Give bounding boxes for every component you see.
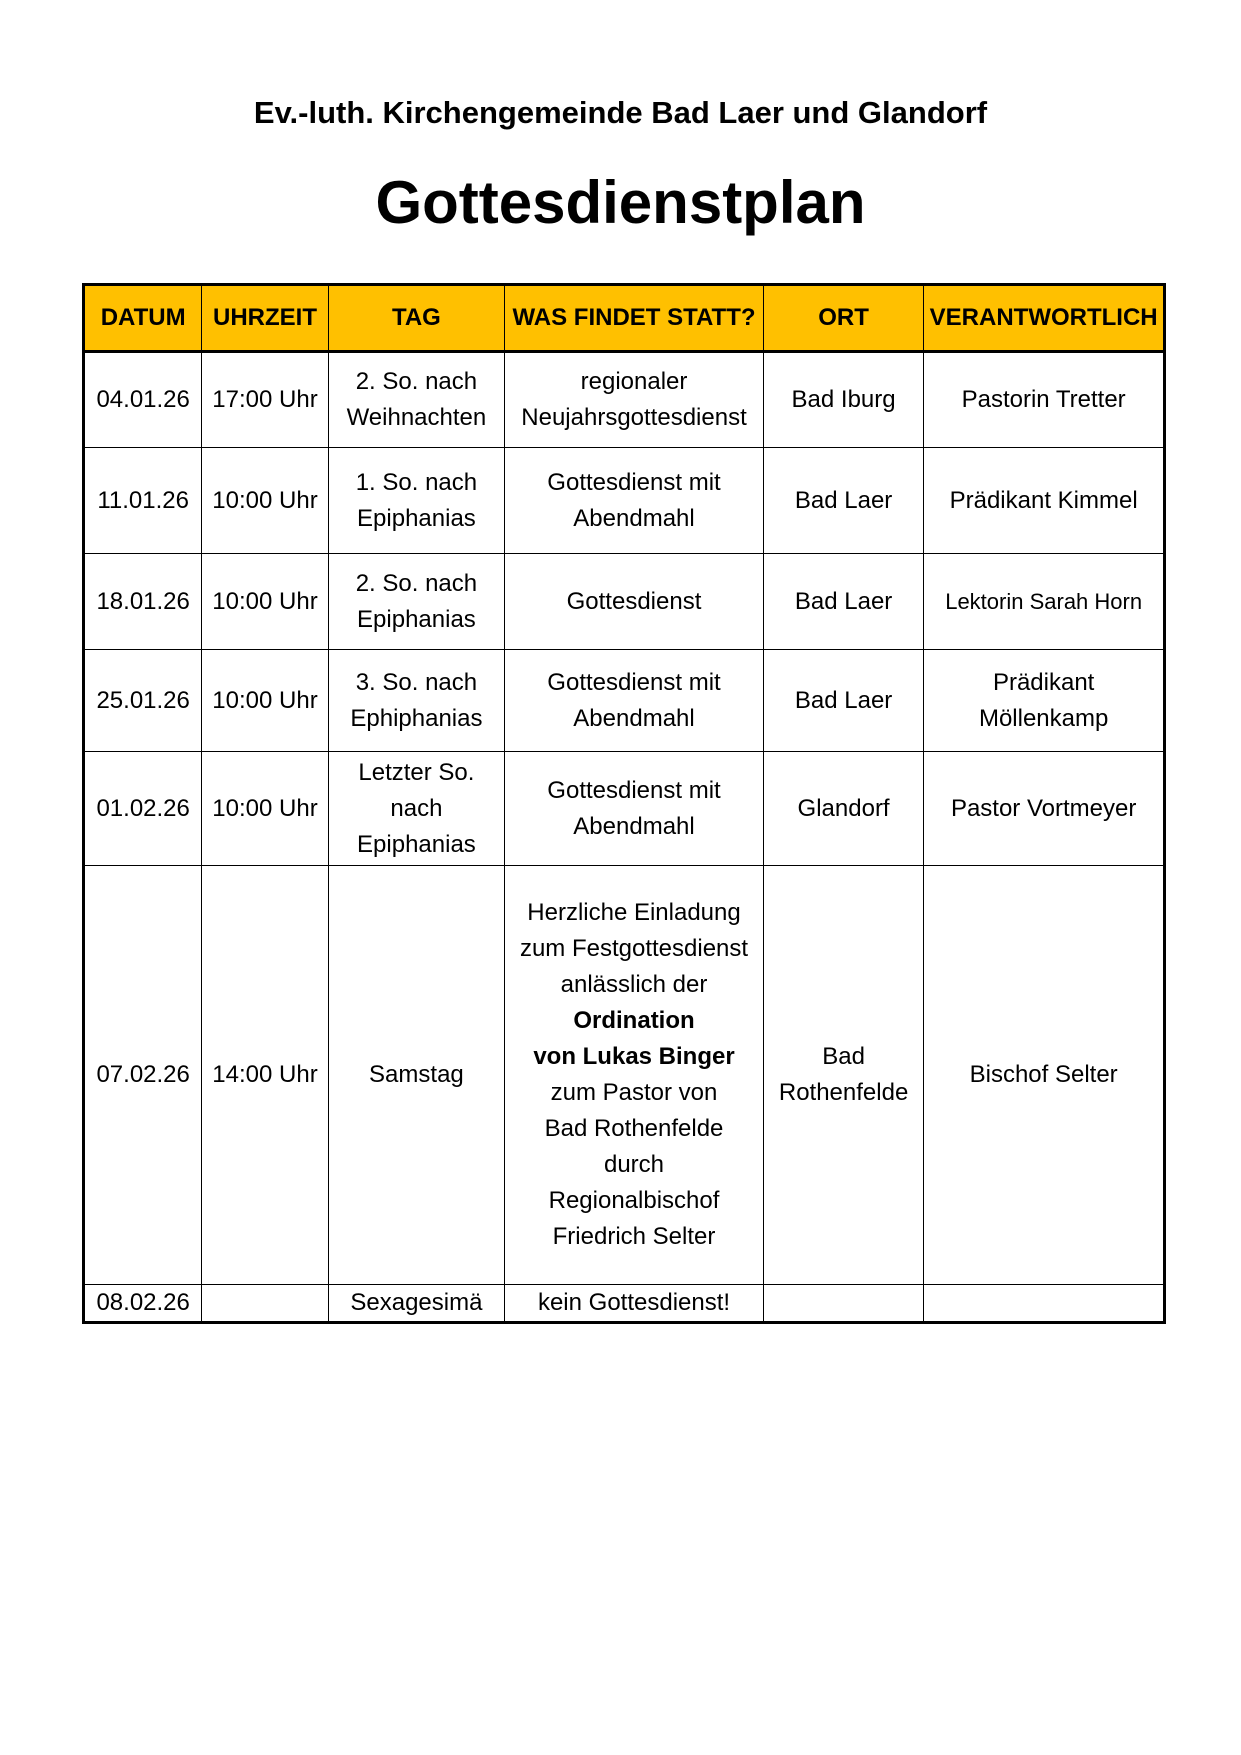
table-row xyxy=(84,1285,1165,1323)
was-line: Herzliche Einladung xyxy=(527,899,741,926)
was-line: regionaler xyxy=(580,368,688,395)
cell-tag: Sexagesimä xyxy=(328,1285,504,1323)
cell-ort: Bad Laer xyxy=(763,650,923,752)
was-line: Abendmahl xyxy=(573,812,695,840)
table-row xyxy=(84,554,1165,650)
was-line: Abendmahl xyxy=(573,704,695,732)
cell-uhrzeit: 10:00 Uhr xyxy=(202,448,328,554)
cell-ort: Bad Laer xyxy=(763,554,923,650)
cell-datum: 11.01.26 xyxy=(84,448,202,554)
table-row xyxy=(84,650,1165,752)
tag-line: Epiphanias xyxy=(357,605,476,633)
cell-uhrzeit: 17:00 Uhr xyxy=(202,352,328,448)
cell-tag: Samstag xyxy=(328,866,504,1285)
column-header-datum: DATUM xyxy=(84,285,202,352)
was-line-bold: von Lukas Binger xyxy=(533,1043,735,1070)
cell-uhrzeit: 10:00 Uhr xyxy=(202,650,328,752)
tag-line: Epiphanias xyxy=(357,504,476,532)
column-header-ort: ORT xyxy=(763,285,923,352)
was-line: Gottesdienst mit xyxy=(547,468,721,496)
verantwortlich-line: Möllenkamp xyxy=(978,704,1109,732)
tag-line: Ephiphanias xyxy=(350,704,483,732)
cell-verantwortlich: Bischof Selter xyxy=(924,866,1165,1285)
cell-datum: 07.02.26 xyxy=(84,866,202,1285)
was-line: Regionalbischof xyxy=(548,1187,720,1214)
table-row xyxy=(84,448,1165,554)
cell-uhrzeit: 10:00 Uhr xyxy=(202,752,328,866)
cell-was: Gottesdienst xyxy=(505,554,764,650)
table-header-row xyxy=(84,285,1165,352)
cell-datum: 04.01.26 xyxy=(84,352,202,448)
cell-ort: Bad Iburg xyxy=(763,352,923,448)
cell-datum: 25.01.26 xyxy=(84,650,202,752)
cell-was xyxy=(505,650,764,752)
tag-line: 3. So. nach xyxy=(355,668,478,696)
cell-tag xyxy=(328,650,504,752)
was-line: durch xyxy=(603,1151,665,1178)
was-line: Abendmahl xyxy=(573,504,695,532)
table-row xyxy=(84,866,1165,1285)
tag-line: 2. So. nach xyxy=(355,368,478,395)
cell-was xyxy=(505,752,764,866)
cell-tag xyxy=(328,352,504,448)
column-header-verantwortlich: VERANTWORTLICH xyxy=(924,285,1165,352)
cell-tag xyxy=(328,448,504,554)
cell-verantwortlich: Lektorin Sarah Horn xyxy=(924,554,1165,650)
cell-ort xyxy=(763,1285,923,1323)
cell-was xyxy=(505,448,764,554)
tag-line: Epiphanias xyxy=(357,830,476,858)
cell-datum: 01.02.26 xyxy=(84,752,202,866)
was-line: anlässlich der xyxy=(560,971,708,998)
cell-ort: Glandorf xyxy=(763,752,923,866)
was-line: Gottesdienst mit xyxy=(547,668,721,696)
cell-uhrzeit: 10:00 Uhr xyxy=(202,554,328,650)
ort-line: Bad xyxy=(822,1043,865,1070)
cell-verantwortlich: Prädikant Kimmel xyxy=(924,448,1165,554)
was-line: zum Pastor von xyxy=(550,1079,718,1106)
was-line: zum Festgottesdienst xyxy=(519,935,749,962)
tag-line: 2. So. nach xyxy=(355,569,478,597)
column-header-uhrzeit: UHRZEIT xyxy=(202,285,328,352)
was-line: Gottesdienst mit xyxy=(547,776,721,804)
cell-was: kein Gottesdienst! xyxy=(505,1285,764,1323)
cell-tag xyxy=(328,752,504,866)
cell-verantwortlich: Pastor Vortmeyer xyxy=(924,752,1165,866)
table-row xyxy=(84,752,1165,866)
tag-line: Letzter So. xyxy=(358,758,475,786)
tag-line: nach xyxy=(390,794,443,822)
tag-line: Weihnachten xyxy=(346,404,487,431)
was-line: Friedrich Selter xyxy=(552,1223,716,1250)
tag-line: 1. So. nach xyxy=(355,468,478,496)
cell-verantwortlich xyxy=(924,650,1165,752)
cell-ort xyxy=(763,866,923,1285)
cell-ort: Bad Laer xyxy=(763,448,923,554)
ort-line: Rothenfelde xyxy=(778,1079,909,1106)
was-line-bold: Ordination xyxy=(573,1007,695,1034)
verantwortlich-line: Prädikant xyxy=(992,668,1095,696)
cell-verantwortlich: Pastorin Tretter xyxy=(924,352,1165,448)
was-line: Bad Rothenfelde xyxy=(544,1115,724,1142)
cell-datum: 08.02.26 xyxy=(84,1285,202,1323)
page-title: Gottesdienstplan xyxy=(375,169,866,236)
cell-uhrzeit xyxy=(202,1285,328,1323)
organization-name: Ev.-luth. Kirchengemeinde Bad Laer und Glandorf xyxy=(253,95,988,130)
cell-was xyxy=(505,866,764,1285)
cell-was xyxy=(505,352,764,448)
was-line: Neujahrsgottesdienst xyxy=(521,404,747,431)
column-header-was-findet-statt: WAS FINDET STATT? xyxy=(505,285,764,352)
table-row xyxy=(84,352,1165,448)
cell-tag xyxy=(328,554,504,650)
cell-datum: 18.01.26 xyxy=(84,554,202,650)
column-header-tag: TAG xyxy=(328,285,504,352)
cell-uhrzeit: 14:00 Uhr xyxy=(202,866,328,1285)
service-schedule-table xyxy=(82,283,1166,1324)
cell-verantwortlich xyxy=(924,1285,1165,1323)
